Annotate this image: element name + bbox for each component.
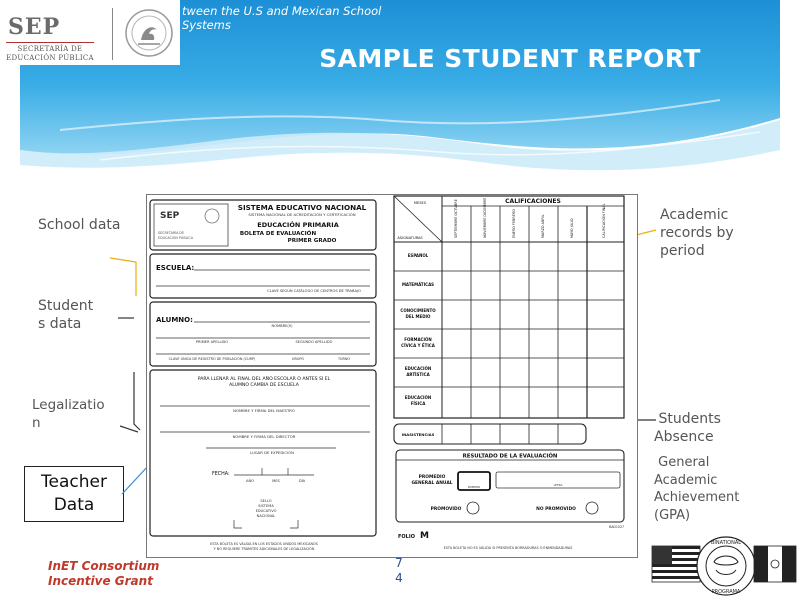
form-promovido: PROMOVIDO xyxy=(430,507,462,512)
form-turno: TURNO xyxy=(337,357,351,361)
form-calificaciones: CALIFICACIONES xyxy=(505,198,561,205)
form-escuela-label: ESCUELA: xyxy=(156,264,195,272)
us-flag-icon xyxy=(652,546,700,582)
form-meses: MESES xyxy=(413,201,427,205)
page-number xyxy=(392,556,406,586)
form-promedio-l2: GENERAL ANUAL xyxy=(411,481,453,486)
form-level: EDUCACIÓN PRIMARIA xyxy=(257,221,339,229)
slide-title: SAMPLE STUDENT REPORT xyxy=(319,44,701,73)
header-subtitle-line1: tween the U.S and Mexican School xyxy=(182,4,382,18)
form-subject-6-l1: EDUCACIÓN xyxy=(404,395,432,400)
form-logo-sub1: SECRETARÍA DE xyxy=(158,231,185,235)
label-teacher-data-line1: Teacher xyxy=(41,472,107,492)
form-dia: DÍA xyxy=(298,479,306,483)
label-students-data-line2: s data xyxy=(38,316,82,332)
sep-logo-sub-line2: EDUCACIÓN PÚBLICA xyxy=(6,54,94,62)
label-legalization-line2: n xyxy=(32,415,41,431)
form-grade: PRIMER GRADO xyxy=(287,238,337,244)
form-alumno-label: ALUMNO: xyxy=(156,316,193,324)
form-firma-director: NOMBRE Y FIRMA DEL DIRECTOR xyxy=(232,434,296,439)
form-subject-4-l1: FORMACIÓN xyxy=(404,337,432,342)
label-gpa-line2: Academic xyxy=(654,472,718,488)
form-sello-l2: SISTEMA xyxy=(258,504,274,508)
form-numero: NÚMERO xyxy=(467,485,481,489)
form-folio-value: M xyxy=(420,531,429,541)
label-students-data-line1: Student xyxy=(38,298,94,314)
form-promedio-l1: PROMEDIO xyxy=(418,475,446,480)
form-period-1: SEPTIEMBRE OCTUBRE xyxy=(454,199,458,238)
form-grupo: GRUPO xyxy=(291,357,305,361)
form-subject-4-l2: CÍVICA Y ÉTICA xyxy=(401,343,435,348)
form-nota-line1: ESTA BOLETA ES VÁLIDA EN LOS ESTADOS UNIDOS MEXICANOS xyxy=(210,542,318,546)
form-legal-line2: ALUMNO CAMBIA DE ESCUELA xyxy=(229,383,299,388)
footer-org-line1: InET Consortium xyxy=(48,559,160,573)
form-nombre: NOMBRE(S) xyxy=(271,324,293,328)
form-system-subtitle: SISTEMA NACIONAL DE ACREDITACIÓN Y CERTIFICACIÓN xyxy=(248,212,356,217)
form-period-5: MAYO JULIO xyxy=(570,218,574,238)
form-subject-2: MATEMÁTICAS xyxy=(401,282,435,287)
form-firma-maestro: NOMBRE Y FIRMA DEL MAESTRO xyxy=(233,408,295,413)
label-teacher-data-line2: Data xyxy=(53,495,95,515)
form-ano: AÑO xyxy=(246,479,254,483)
form-subject-3-l2: DEL MEDIO xyxy=(405,314,431,319)
emblem-ring-top: BINATIONAL xyxy=(710,540,742,546)
form-subject-3-l1: CONOCIMIENTO xyxy=(400,308,436,313)
page-number-line2: 4 xyxy=(395,571,403,585)
form-subject-1: ESPAÑOL xyxy=(407,253,429,258)
form-folio-label: FOLIO xyxy=(398,534,415,540)
footer-org-line2: Incentive Grant xyxy=(48,574,153,588)
form-no-promovido: NO PROMOVIDO xyxy=(536,507,576,512)
form-resultado: RESULTADO DE LA EVALUACIÓN xyxy=(462,453,558,460)
form-boleta: BOLETA DE EVALUACIÓN xyxy=(239,231,317,237)
form-period-4: MARZO ABRIL xyxy=(541,214,545,238)
label-academic-records-line1: Academic xyxy=(660,207,729,223)
label-students-absence-line2: Absence xyxy=(654,429,714,445)
form-subject-6-l2: FÍSICA xyxy=(410,401,426,406)
label-school-data: School data xyxy=(38,217,121,233)
form-nota-right: ESTA BOLETA NO ES VÁLIDA SI PRESENTA BORRADURAS O ENMENDADURAS xyxy=(443,546,573,550)
form-period-6: CALIFICACIÓN FINAL xyxy=(602,203,606,238)
form-sello-l1: SELLO xyxy=(260,499,272,503)
label-academic-records-line3: period xyxy=(660,243,705,259)
sep-logo-text: SEP xyxy=(8,14,61,40)
form-subject-5-l2: ARTÍSTICA xyxy=(406,372,430,377)
header-subtitle-line2: Systems xyxy=(182,18,231,32)
form-asignaturas: ASIGNATURAS xyxy=(397,236,423,240)
form-fecha-label: FECHA: xyxy=(212,472,230,477)
form-mes: MES xyxy=(272,479,280,483)
student-report-form-graphic xyxy=(146,194,638,558)
form-letra: LETRA xyxy=(553,483,563,487)
sep-logo-sub-line1: SECRETARÍA DE xyxy=(17,45,83,53)
label-gpa-line3: Achievement xyxy=(654,490,740,505)
form-logo-text: SEP xyxy=(160,211,180,221)
form-sello-l4: NACIONAL xyxy=(256,514,276,518)
form-inasistencias: INASISTENCIAS xyxy=(401,432,435,437)
label-students-absence-line1: Students xyxy=(658,411,721,427)
binational-emblem-icon xyxy=(697,537,755,595)
label-gpa-line4: (GPA) xyxy=(654,507,691,523)
form-sello-l3: EDUCATIVO xyxy=(255,509,277,513)
label-academic-records-line2: records by xyxy=(660,225,734,241)
student-report-form xyxy=(146,194,638,558)
form-nota-line2: Y NO REQUIERE TRÁMITES ADICIONALES DE LEGALIZACIÓN xyxy=(213,547,315,551)
footer-organization xyxy=(48,559,159,589)
emblem-ring-bottom: PROGRAMA xyxy=(711,589,741,595)
form-legal-line1: PARA LLENAR AL FINAL DEL AÑO ESCOLAR O ANTES SI EL xyxy=(197,377,331,382)
form-lugar: LUGAR DE EXPEDICIÓN xyxy=(250,450,294,455)
form-period-2: NOVIEMBRE DICIEMBRE xyxy=(483,197,487,238)
label-legalization-line1: Legalizatio xyxy=(32,397,105,413)
form-code: BAD1027 xyxy=(609,525,624,529)
form-logo-sub2: EDUCACIÓN PÚBLICA xyxy=(158,236,193,240)
label-gpa-line1: General xyxy=(658,455,710,470)
form-period-3: ENERO FEBRERO xyxy=(512,209,516,238)
form-segundo-apellido: SEGUNDO APELLIDO xyxy=(295,340,333,344)
form-curp: CLAVE ÚNICA DE REGISTRO DE POBLACIÓN (CURP) xyxy=(168,357,256,361)
form-primer-apellido: PRIMER APELLIDO xyxy=(195,340,229,344)
form-clave-centro: CLAVE SEGÚN CATÁLOGO DE CENTROS DE TRABAJO xyxy=(267,289,361,293)
mexican-flag-icon xyxy=(754,546,796,582)
page-number-line1: 7 xyxy=(395,556,403,570)
form-subject-5-l1: EDUCACIÓN xyxy=(404,366,432,371)
form-system-title: SISTEMA EDUCATIVO NACIONAL xyxy=(237,203,367,212)
binational-program-logo xyxy=(650,534,798,598)
